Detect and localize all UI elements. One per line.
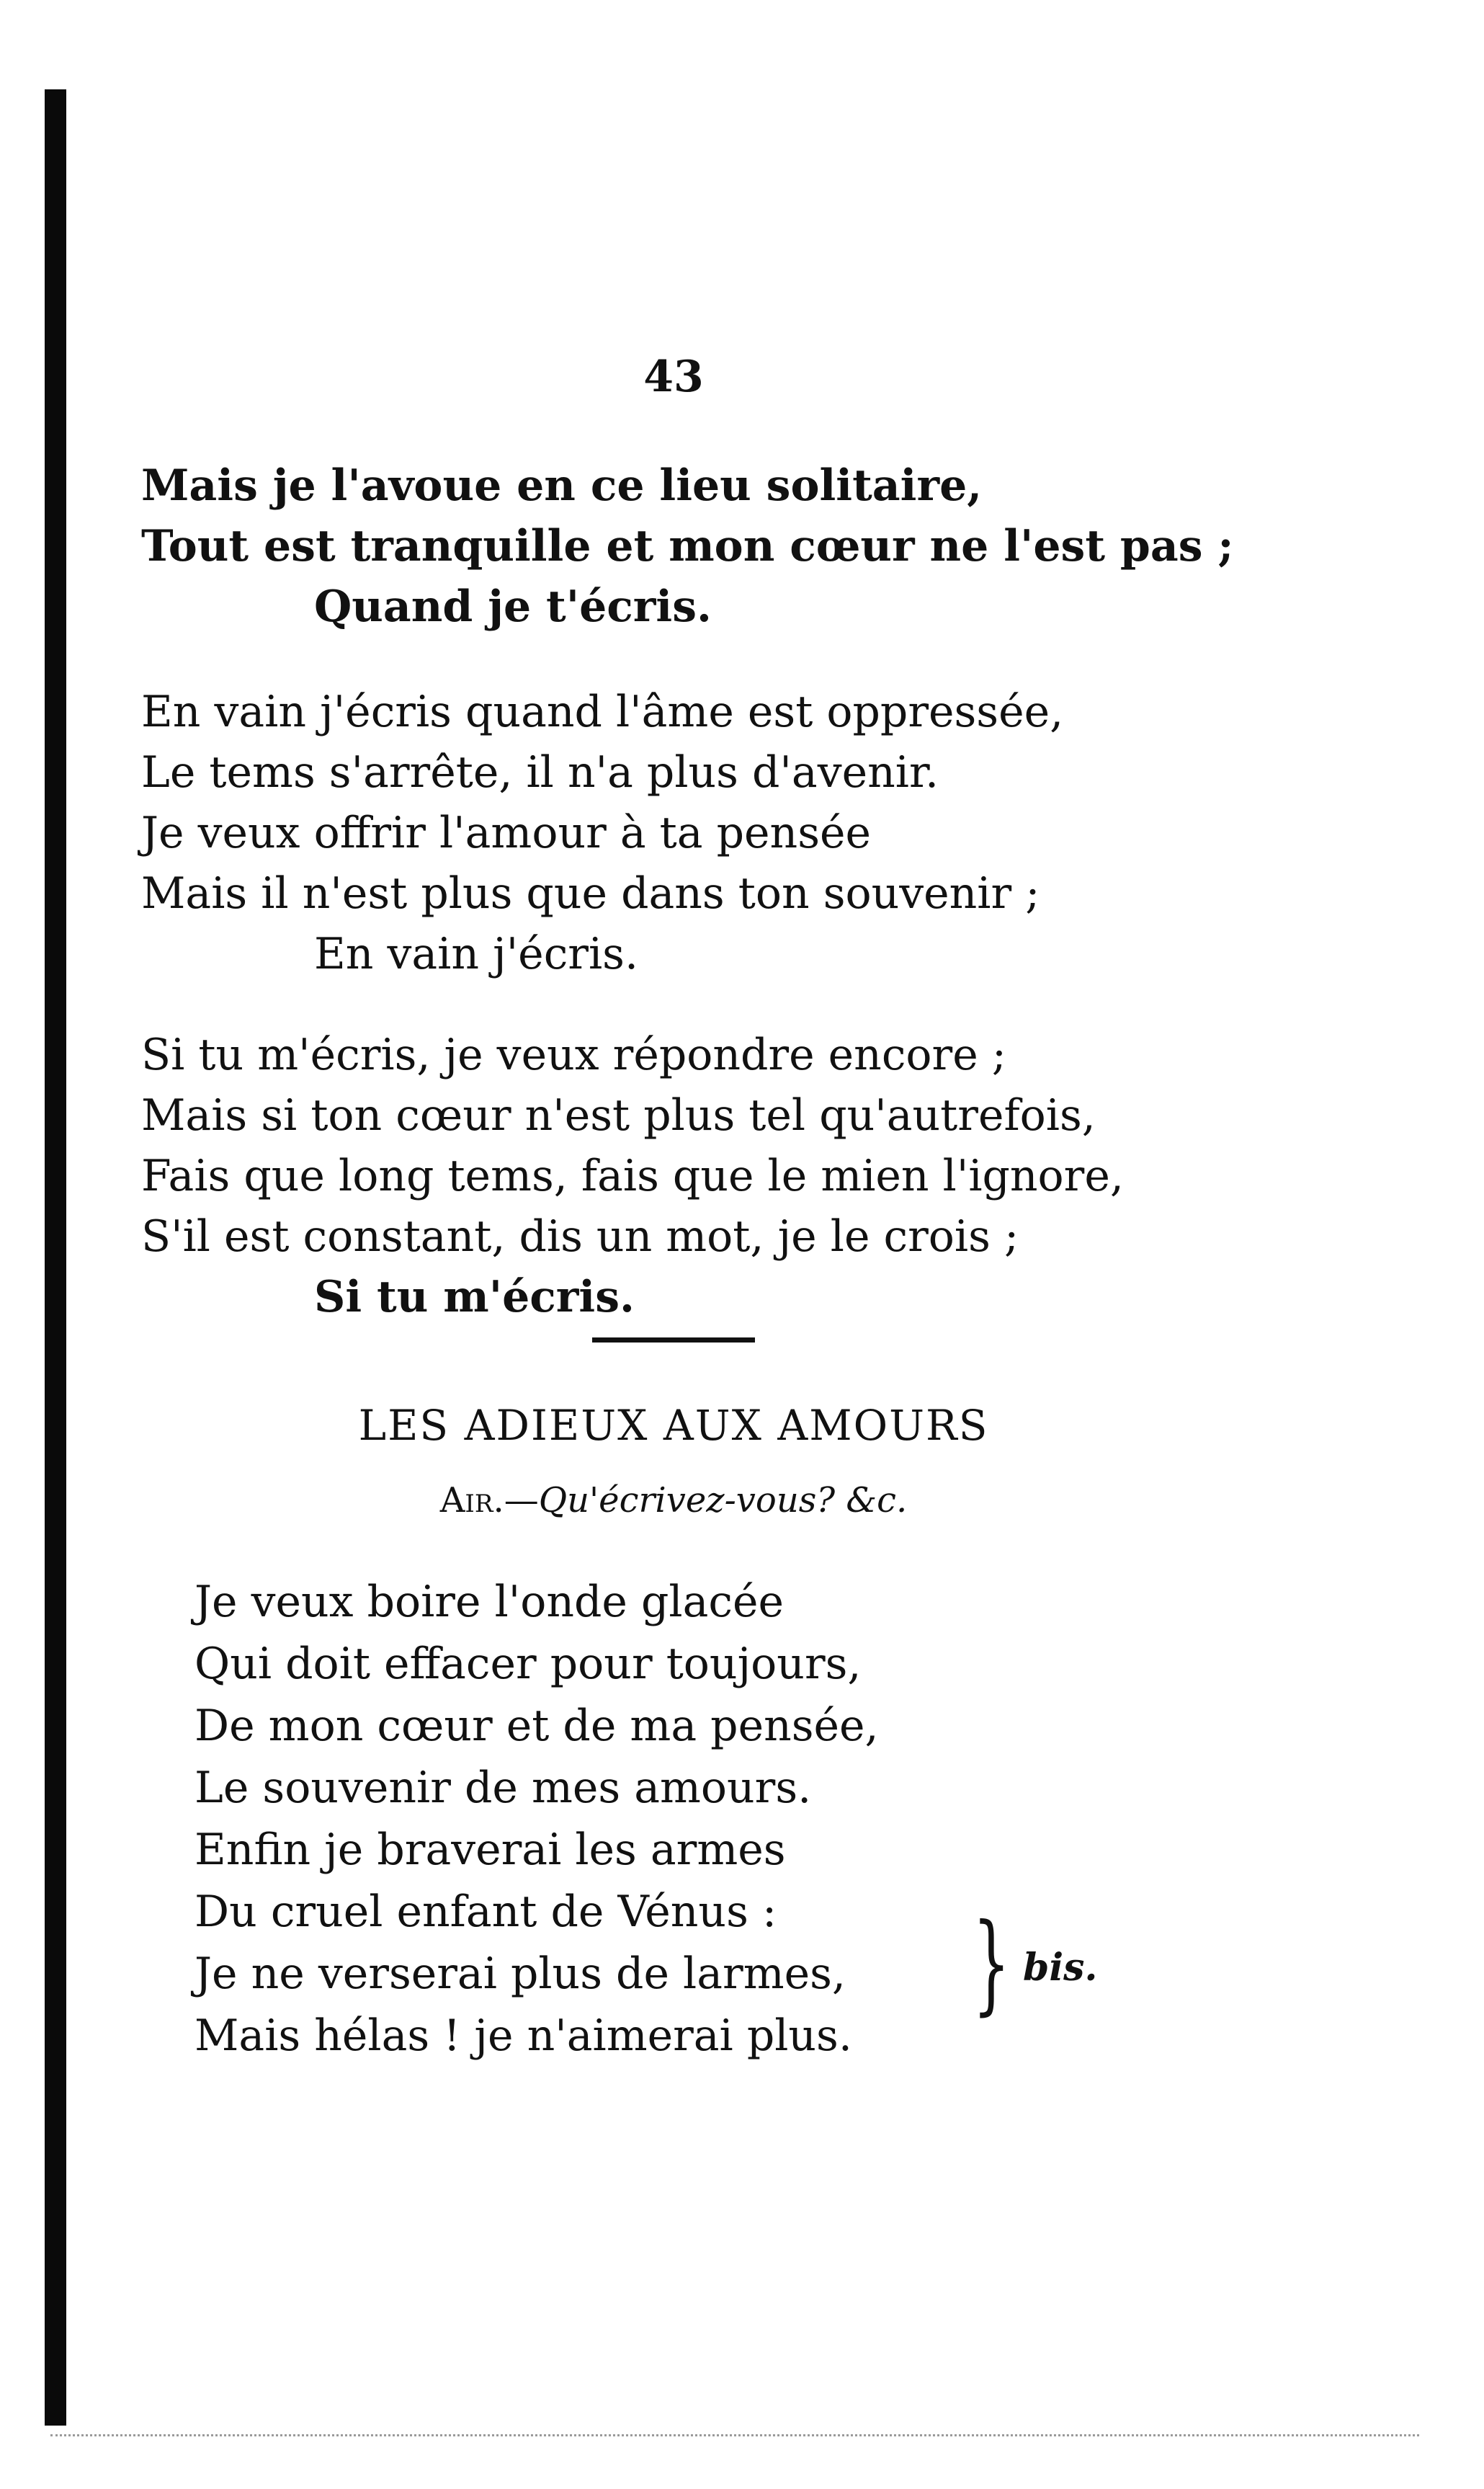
verse-line: Mais hélas ! je n'aimerai plus. [195,2011,852,2061]
air-dash: — [504,1480,539,1520]
verse-line: Qui doit effacer pour toujours, [195,1639,862,1689]
verse-line: De mon cœur et de ma pensée, [195,1701,879,1751]
verse-line: Le souvenir de mes amours. [195,1763,812,1813]
verse-line: Je ne verserai plus de larmes, [195,1949,846,1999]
verse-line: En vain j'écris quand l'âme est oppressée, [141,687,1064,737]
verse-line: S'il est constant, dis un mot, je le crois ; [141,1211,1019,1262]
section-divider [592,1337,755,1343]
verse-line: Mais si ton cœur n'est plus tel qu'autrefois, [141,1090,1096,1141]
verse-line: Je veux boire l'onde glacée [195,1577,784,1627]
verse-line: Tout est tranquille et mon cœur ne l'est pas ; [141,521,1234,571]
verse-line: Mais je l'avoue en ce lieu solitaire, [141,460,983,511]
repeat-marker: bis. [1023,1946,1098,1990]
verse-line: Enfin je braverai les armes [195,1825,786,1875]
song-verse [195,1571,879,2067]
stanza-1 [141,455,1234,637]
verse-line: Du cruel enfant de Vénus : [195,1887,777,1937]
verse-line: Fais que long tems, fais que le mien l'ignore, [141,1151,1124,1201]
page-number: 43 [643,352,704,402]
air-tune: Qu'écrivez-vous? &c. [538,1480,908,1520]
song-title: LES ADIEUX AUX AMOURS [358,1401,989,1450]
book-spine-shadow [45,89,66,2426]
stanza-3 [141,1025,1124,1327]
verse-refrain: Quand je t'écris. [314,582,712,632]
verse-refrain: Si tu m'écris. [314,1272,635,1322]
verse-line: Si tu m'écris, je veux répondre encore ; [141,1030,1007,1080]
repeat-brace: } [973,1901,1011,2026]
verse-refrain: En vain j'écris. [314,929,639,979]
air-label: Air. [439,1480,504,1520]
verse-line: Mais il n'est plus que dans ton souvenir ; [141,868,1040,919]
verse-line: Je veux offrir l'amour à ta pensée [141,808,871,858]
verse-line: Le tems s'arrête, il n'a plus d'avenir. [141,747,939,798]
page-bottom-edge [50,2434,1419,2436]
air-line [0,1480,1347,1520]
stanza-2 [141,682,1063,984]
